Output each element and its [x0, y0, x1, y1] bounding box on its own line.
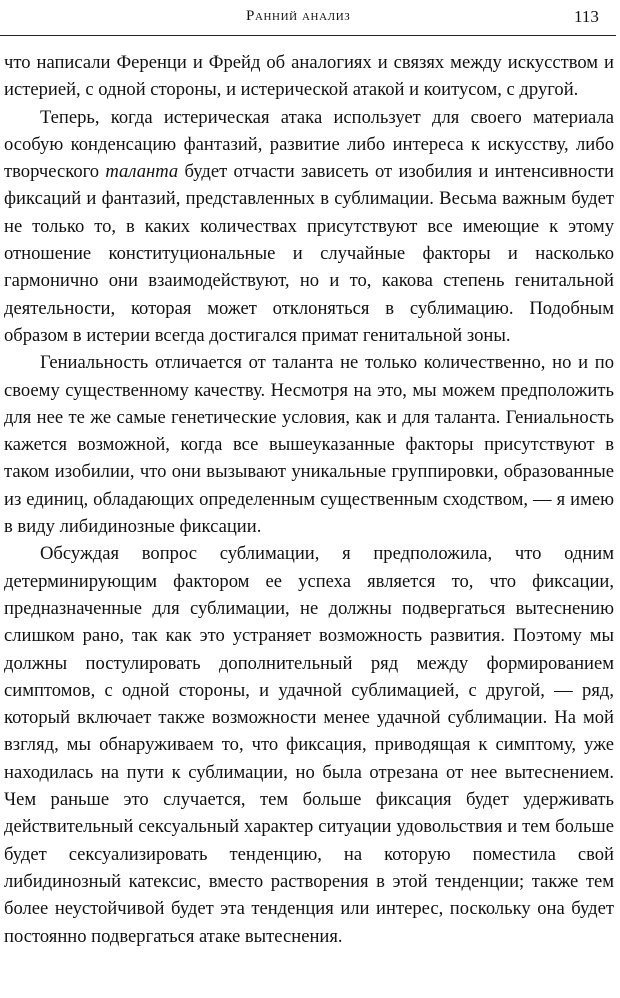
running-title: Ранний анализ	[246, 8, 351, 24]
paragraph-2-text-end: будет отчасти зависеть от изобилия и интенсивности фиксаций и фантазий, представленных в сублимации. Весьма важным будет не только то, в каких количествах присутствуют все имеющие к этому отношение конституциональные и случайные факторы и насколько гармонично они взаимодействуют, но и то, какова степень генитальной деятельности, которая может отклоняться в сублимацию. Подобным образом в истерии всегда достигался примат генитальной зоны.	[4, 161, 614, 346]
paragraph-3	[4, 349, 614, 540]
paragraph-1	[4, 49, 614, 104]
paragraph-1-text: что написали Ференци и Фрейд об аналогиях и связях между искусством и истерией, с одной стороны, и истерической атакой и коитусом, с другой.	[4, 52, 614, 101]
header-rule	[0, 35, 616, 36]
paragraph-2-text-start: Теперь, когда истерическая атака использует для своего материала особую конденсацию фантазий, развитие либо интереса к искусству, либо творческого	[4, 106, 614, 183]
paragraph-4-text: Обсуждая вопрос сублимации, я предположила, что одним детерминирующим фактором ее успеха является то, что фиксации, предназначенные для сублимации, не должны подвергаться вытеснению слишком рано, так как это устраняет возможность развития. Поэтому мы должны постулировать дополнительный ряд между формированием симптомов, с одной стороны, и удачной сублимацией, с другой, — ряд, который включает также возможности менее удачной сублимации. На мой взгляд, мы обнаруживаем то, что фиксация, приводящая к симптому, уже находилась на пути к сублимации, но была отрезана от нее вытеснением. Чем раньше это случается, тем больше фиксация будет удерживать действительный сексуальный характер ситуации удовольствия и тем больше будет сексуализировать тенденцию, на которую поместила свой либидинозный катексис, вместо растворения в этой тенденции; также тем более неустойчивой будет эта тенденция или интерес, поскольку она будет постоянно подвергаться атаке вытеснения.	[4, 543, 614, 947]
paragraph-4	[4, 540, 614, 949]
page-number: 113	[574, 7, 599, 26]
body-text	[4, 49, 614, 950]
running-header	[0, 6, 620, 30]
paragraph-3-text: Гениальность отличается от таланта не только количественно, но и по своему существенному качеству. Несмотря на это, мы можем предположить для нее те же самые генетические условия, как и для таланта. Гениальность кажется возможной, когда все вышеуказанные факторы присутствуют в таком изобилии, что они вызывают уникальные группировки, образованные из единиц, обладающих определенным существенным сходством, — я имею в виду либидинозные фиксации.	[4, 352, 614, 538]
emphasized-word: таланта	[105, 161, 179, 183]
paragraph-2	[4, 104, 614, 350]
